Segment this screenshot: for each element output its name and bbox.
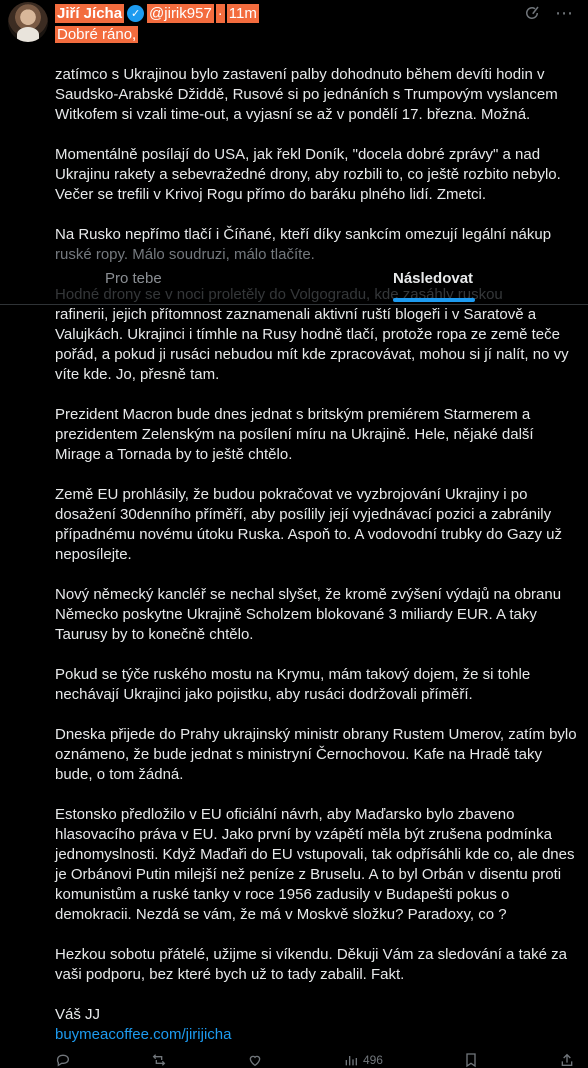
post-time[interactable]: 11m <box>228 4 257 22</box>
paragraph: rafinerii, jejich přítomnost zaznamenali aktivní ruští blogeři i v Saratově a Valujkách. Ukrajinci i tímhle na Rusy hodně tlačí, protože ropa ze země teče pořád, a pokud ji rusáci nebudou mít kde zpracovávat, mohou si jí nalít, no vy víte kde. Jo, přesně tam. <box>55 306 569 383</box>
post-link[interactable]: buymeacoffee.com/jirijicha <box>55 1026 232 1043</box>
paragraph: Pokud se týče ruského mostu na Krymu, mám takový dojem, že si tohle nechávají Ukrajinci jako pojistku, aby rusáci dodržovali příměří. <box>55 666 531 703</box>
post-body <box>55 65 580 1045</box>
bookmark-icon <box>463 1052 479 1068</box>
signature: Váš JJ <box>55 1006 101 1023</box>
reply-icon <box>55 1052 71 1068</box>
paragraph: zatímco s Ukrajinou bylo zastavení palby dohodnuto během devíti hodin v Saudsko-Arabské Džiddě, Rusové si po jednáních s Trumpovým vyslancem Witkofem si vzali time-out, a vyjasní se až v pondělí 17. března. Možná. <box>55 66 558 123</box>
avatar[interactable] <box>8 2 48 42</box>
post-header <box>55 3 259 23</box>
repost-icon <box>151 1052 167 1068</box>
more-icon[interactable]: ⋯ <box>555 3 574 23</box>
share-icon <box>559 1052 575 1068</box>
views-icon <box>343 1052 359 1068</box>
paragraph: Hezkou sobotu přátelé, užijme si víkendu. Děkuji Vám za sledování a také za vaši podporu, bez které bych už to tady zabalil. Fakt. <box>55 946 567 983</box>
header-actions <box>523 4 574 22</box>
timeline-tabs <box>0 264 588 305</box>
author-name[interactable]: Jiří Jícha <box>57 4 123 22</box>
like-icon <box>247 1052 263 1068</box>
paragraph: Prezident Macron bude dnes jednat s britským premiérem Starmerem a prezidentem Zelenským na posílení míru na Ukrajině. Hele, nějaké další Mirage a Tornada by to ještě chtělo. <box>55 406 534 463</box>
tab-for-you[interactable]: Pro tebe <box>105 270 162 287</box>
paragraph: Země EU prohlásily, že budou pokračovat ve vyzbrojování Ukrajiny i po dosažení 30denního příměří, aby posílily její vyjednávací pozici a zabránily případnému novému útoku Ruska. Aspoň to. A vodovodní trubky do Gazy už neposílejte. <box>55 486 562 563</box>
active-tab-indicator <box>393 298 475 302</box>
greeting-text: Dobré ráno, <box>57 26 137 43</box>
greeting <box>55 25 138 44</box>
grok-icon[interactable] <box>523 4 541 22</box>
verified-badge-icon: ✓ <box>127 5 144 22</box>
paragraph: Dneska přijede do Prahy ukrajinský ministr obrany Rustem Umerov, zatím bylo oznámeno, že bude jednat s ministryní Černochovou. Kafe na Hradě taky bude, o tom žádná. <box>55 726 577 783</box>
paragraph: Momentálně posílají do USA, jak řekl Doník, "docela dobré zprávy" a nad Ukrajinu rakety a sebevražedné drony, aby rozbili to, co ještě rozbito nebylo. Večer se trefili v Krivoj Rogu přímo do baráku plného lidí. Zmetci. <box>55 146 561 203</box>
author-handle[interactable]: @jirik957 <box>149 4 212 22</box>
tab-following[interactable]: Následovat <box>393 270 474 287</box>
views-count: 496 <box>362 1053 383 1067</box>
paragraph: ruské ropy. Málo soudruzi, málo tlačíte. <box>55 246 315 263</box>
paragraph: Estonsko předložilo v EU oficiální návrh, aby Maďarsko bylo zbaveno hlasovacího práva v EU. Jako první by vzápětí měla být zrušena podmínka jednomyslnosti. Když Maďaři do EU vstupovali, tak odpřísáhli kde co, ale dnes je Orbánovi Putin milejší než peníze z Bruselu. A to byl Orbán v disentu proti komunistům a ruské tanky v roce 1956 zadusily v Budapešti pokus o demokracii. Nezdá se vám, že má v Moskvě složku? Paradoxy, co ? <box>55 806 575 923</box>
separator-dot: · <box>217 4 223 22</box>
paragraph: Na Rusko nepřímo tlačí i Číňané, kteří díky sankcím omezují legální nákup <box>55 226 552 243</box>
paragraph: Nový německý kancléř se nechal slyšet, že kromě zvýšení výdajů na obranu Německo poskytne Ukrajině Scholzem blokované 3 miliardy EUR. A taky Taurusy by to konečně chtělo. <box>55 586 562 643</box>
